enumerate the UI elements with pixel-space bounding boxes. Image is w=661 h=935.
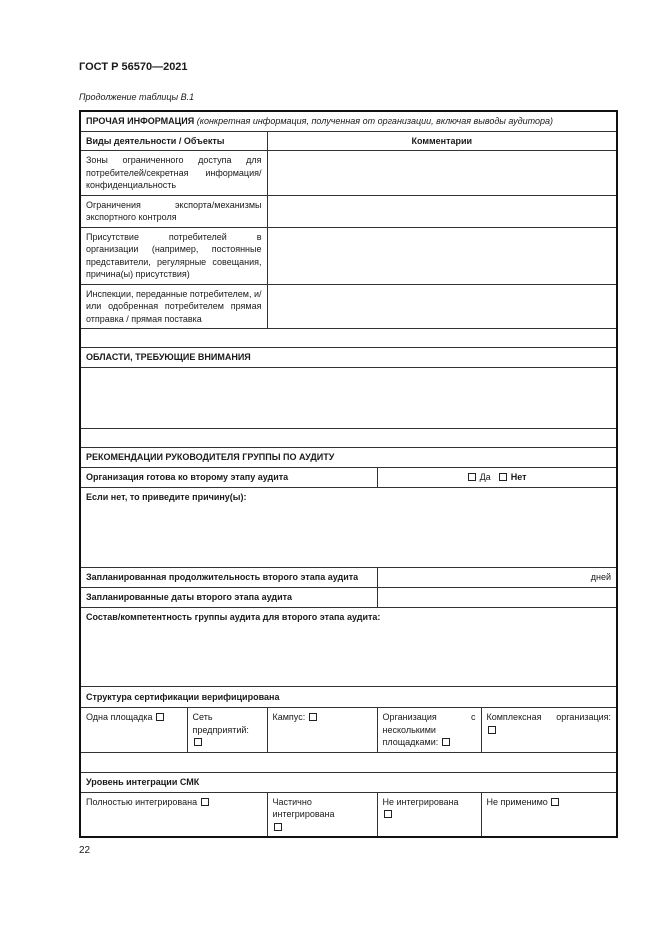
campus-checkbox[interactable] <box>309 713 317 721</box>
yes-checkbox[interactable] <box>468 473 476 481</box>
readiness-options <box>377 468 617 488</box>
option-label: Кампус: <box>272 712 306 722</box>
readiness-label: Организация готова ко второму этапу аудита <box>80 468 377 488</box>
duration-label: Запланированная продолжительность второго этапа аудита <box>80 568 377 588</box>
no-label: Нет <box>510 472 527 483</box>
activity-restricted-zones: Зоны ограниченного доступа для потребителей/секретная информация/конфиденциальность <box>80 151 267 196</box>
option-label: Не применимо <box>486 796 548 807</box>
comment-cell-inspections[interactable] <box>267 284 617 329</box>
page-number: 22 <box>79 845 91 856</box>
option-label: Не интегрирована <box>382 796 459 807</box>
option-label: Комплексная организация: <box>486 712 612 722</box>
certification-options-row <box>80 708 617 753</box>
standard-title: ГОСТ Р 56570—2021 <box>79 61 188 73</box>
option-label: Организация с несколькими площадками: <box>382 712 476 747</box>
attention-title: ОБЛАСТИ, ТРЕБУЮЩИЕ ВНИМАНИЯ <box>80 348 617 368</box>
option-network <box>187 708 267 753</box>
attention-content-cell[interactable] <box>80 368 617 429</box>
other-info-note: (конкретная информация, полученная от организации, включая выводы аудитора) <box>196 116 554 126</box>
reason-label[interactable]: Если нет, то приведите причину(ы): <box>80 488 617 568</box>
readiness-row <box>80 468 617 488</box>
table-row <box>80 151 617 196</box>
integration-options-row <box>80 792 617 837</box>
not-applicable-checkbox[interactable] <box>551 798 559 806</box>
activity-export-restrictions: Ограничения экспорта/механизмы экспортного контроля <box>80 195 267 227</box>
other-info-columns-row <box>80 131 617 151</box>
reason-row <box>80 488 617 568</box>
option-label: Одна площадка <box>86 712 153 722</box>
option-label: Полностью интегрирована <box>86 796 198 807</box>
complex-checkbox[interactable] <box>488 726 496 734</box>
other-info-title: ПРОЧАЯ ИНФОРМАЦИЯ <box>86 116 195 126</box>
yes-label: Да <box>479 472 491 483</box>
comment-cell-export-restrictions[interactable] <box>267 195 617 227</box>
certification-header-row <box>80 687 617 708</box>
option-not-applicable <box>481 792 617 837</box>
option-multi-site <box>377 708 481 753</box>
multi-site-checkbox[interactable] <box>442 738 450 746</box>
option-label: Частично интегрирована <box>272 796 335 819</box>
comment-cell-customer-presence[interactable] <box>267 227 617 284</box>
option-campus <box>267 708 377 753</box>
activity-customer-presence: Присутствие потребителей в организации (например, постоянные представители, регулярные совещания, причина(ы) присутствия) <box>80 227 267 284</box>
option-not-integrated <box>377 792 481 837</box>
option-complex <box>481 708 617 753</box>
comment-cell-restricted-zones[interactable] <box>267 151 617 196</box>
activity-inspections: Инспекции, переданные потребителем, и/или одобренная потребителем прямая отправка / прямая поставка <box>80 284 267 329</box>
option-label: Сеть предприятий: <box>192 712 249 735</box>
comments-column-header: Комментарии <box>267 131 617 151</box>
option-full-integration <box>80 792 267 837</box>
full-integration-checkbox[interactable] <box>201 798 209 806</box>
duration-unit[interactable]: дней <box>377 568 617 588</box>
option-single-site <box>80 708 187 753</box>
recommendations-header-row <box>80 448 617 468</box>
recommendations-title: РЕКОМЕНДАЦИИ РУКОВОДИТЕЛЯ ГРУППЫ ПО АУДИТУ <box>80 448 617 468</box>
attention-content-row <box>80 368 617 429</box>
activity-column-header: Виды деятельности / Объекты <box>80 131 267 151</box>
duration-row <box>80 568 617 588</box>
attention-header-row <box>80 348 617 368</box>
empty-row <box>80 752 617 772</box>
team-label[interactable]: Состав/компетентность группы аудита для второго этапа аудита: <box>80 608 617 687</box>
spacer-row <box>80 329 617 348</box>
table-row <box>80 284 617 329</box>
single-site-checkbox[interactable] <box>156 713 164 721</box>
dates-value-cell[interactable] <box>377 588 617 608</box>
option-partial-integration <box>267 792 377 837</box>
audit-report-table <box>79 110 618 838</box>
empty-row <box>80 329 617 348</box>
empty-row <box>80 429 617 448</box>
integration-header-row <box>80 772 617 792</box>
partial-integration-checkbox[interactable] <box>274 823 282 831</box>
no-checkbox[interactable] <box>499 473 507 481</box>
dates-row <box>80 588 617 608</box>
spacer-row <box>80 429 617 448</box>
dates-label: Запланированные даты второго этапа аудита <box>80 588 377 608</box>
integration-title: Уровень интеграции СМК <box>80 772 617 792</box>
network-checkbox[interactable] <box>194 738 202 746</box>
table-row <box>80 227 617 284</box>
certification-title: Структура сертификации верифицирована <box>80 687 617 708</box>
table-row <box>80 195 617 227</box>
other-info-header-row <box>80 111 617 131</box>
not-integrated-checkbox[interactable] <box>384 810 392 818</box>
spacer-row <box>80 752 617 772</box>
table-caption: Продолжение таблицы В.1 <box>79 92 195 102</box>
other-info-header <box>80 111 617 131</box>
team-row <box>80 608 617 687</box>
